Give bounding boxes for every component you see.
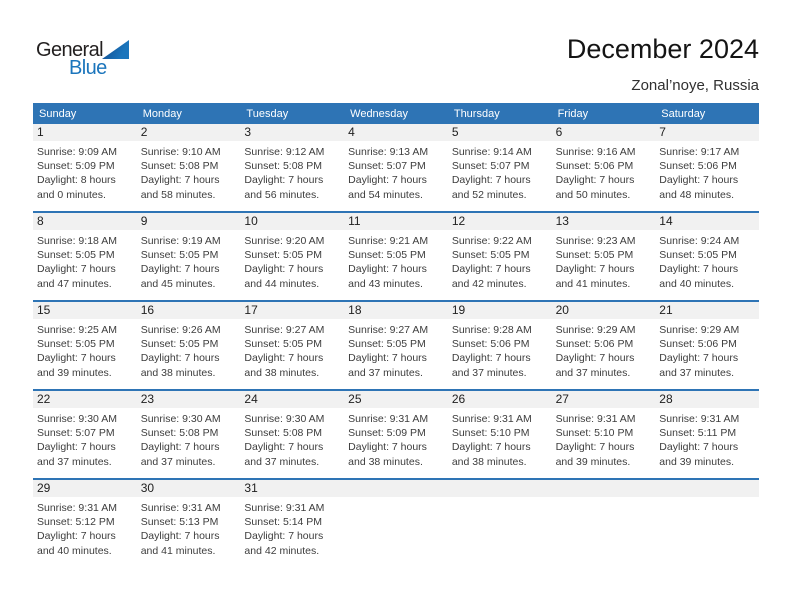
calendar-day-cell <box>344 391 448 478</box>
weekday-header-sunday: Sunday <box>39 107 77 120</box>
day-number <box>344 480 448 497</box>
sunrise-text: Sunrise: 9:13 AM <box>348 146 429 158</box>
daylight-minutes-text: and 42 minutes. <box>451 277 527 290</box>
day-number: 26 <box>448 391 552 408</box>
calendar-day-cell <box>552 213 656 300</box>
weekday-header-thursday: Thursday <box>453 107 500 120</box>
general-blue-logo <box>36 38 136 80</box>
daylight-minutes-text: and 0 minutes. <box>37 188 106 201</box>
day-number: 27 <box>552 391 656 408</box>
sunrise-text: Sunrise: 9:28 AM <box>451 324 532 336</box>
daylight-hours-text: Daylight: 8 hours <box>37 174 116 187</box>
sunset-text: Sunset: 5:05 PM <box>451 249 530 262</box>
sunrise-text: Sunrise: 9:24 AM <box>659 235 740 247</box>
day-number: 18 <box>344 302 448 319</box>
sunrise-text: Sunrise: 9:31 AM <box>244 502 325 514</box>
daylight-hours-text: Daylight: 7 hours <box>451 352 531 365</box>
sunrise-text: Sunrise: 9:12 AM <box>244 146 325 158</box>
sunset-text: Sunset: 5:08 PM <box>140 160 219 173</box>
sunrise-text: Sunrise: 9:14 AM <box>451 146 532 158</box>
day-number <box>552 480 656 497</box>
sunrise-text: Sunrise: 9:27 AM <box>348 324 429 336</box>
sunset-text: Sunset: 5:05 PM <box>348 249 426 262</box>
daylight-minutes-text: and 56 minutes. <box>244 188 320 201</box>
daylight-hours-text: Daylight: 7 hours <box>37 441 116 454</box>
day-number: 6 <box>552 124 656 141</box>
daylight-minutes-text: and 44 minutes. <box>244 277 320 290</box>
calendar-day-cell <box>33 213 137 300</box>
daylight-minutes-text: and 40 minutes. <box>659 277 734 290</box>
sunset-text: Sunset: 5:10 PM <box>451 427 530 440</box>
daylight-hours-text: Daylight: 7 hours <box>348 263 427 276</box>
sunset-text: Sunset: 5:05 PM <box>555 249 634 262</box>
daylight-hours-text: Daylight: 7 hours <box>555 352 635 365</box>
sunset-text: Sunset: 5:08 PM <box>244 160 323 173</box>
sunrise-text: Sunrise: 9:31 AM <box>37 502 117 514</box>
calendar-day-cell <box>655 213 759 300</box>
week-row <box>33 124 759 211</box>
calendar-day-cell <box>240 124 344 211</box>
sunrise-text: Sunrise: 9:29 AM <box>555 324 636 336</box>
daylight-minutes-text: and 38 minutes. <box>244 366 320 379</box>
day-number: 2 <box>137 124 241 141</box>
daylight-hours-text: Daylight: 7 hours <box>140 174 220 187</box>
daylight-minutes-text: and 58 minutes. <box>140 188 216 201</box>
daylight-hours-text: Daylight: 7 hours <box>140 263 220 276</box>
weekday-header-monday: Monday <box>142 107 182 120</box>
sunrise-text: Sunrise: 9:26 AM <box>140 324 221 336</box>
daylight-minutes-text: and 41 minutes. <box>555 277 631 290</box>
weekday-header-row <box>33 103 759 124</box>
day-number: 8 <box>33 213 137 230</box>
daylight-hours-text: Daylight: 7 hours <box>37 530 116 543</box>
day-number: 10 <box>240 213 344 230</box>
sunrise-text: Sunrise: 9:16 AM <box>555 146 636 158</box>
sunrise-text: Sunrise: 9:19 AM <box>140 235 221 247</box>
sunset-text: Sunset: 5:06 PM <box>555 160 634 173</box>
daylight-minutes-text: and 50 minutes. <box>555 188 631 201</box>
daylight-minutes-text: and 45 minutes. <box>140 277 216 290</box>
day-number <box>655 480 759 497</box>
calendar-day-cell <box>448 124 552 211</box>
day-number: 23 <box>137 391 241 408</box>
sunset-text: Sunset: 5:14 PM <box>244 516 323 529</box>
calendar-day-cell <box>344 213 448 300</box>
calendar-day-cell <box>33 124 137 211</box>
daylight-minutes-text: and 39 minutes. <box>555 455 631 468</box>
day-number: 19 <box>448 302 552 319</box>
sunset-text: Sunset: 5:07 PM <box>348 160 426 173</box>
sunrise-text: Sunrise: 9:23 AM <box>555 235 636 247</box>
sunrise-text: Sunrise: 9:10 AM <box>140 146 221 158</box>
calendar-day-cell <box>344 124 448 211</box>
sunrise-text: Sunrise: 9:21 AM <box>348 235 429 247</box>
calendar-day-cell <box>137 213 241 300</box>
daylight-hours-text: Daylight: 7 hours <box>659 263 739 276</box>
daylight-hours-text: Daylight: 7 hours <box>37 263 116 276</box>
sunrise-text: Sunrise: 9:22 AM <box>451 235 532 247</box>
calendar-empty-cell <box>655 480 759 567</box>
daylight-minutes-text: and 37 minutes. <box>244 455 320 468</box>
daylight-minutes-text: and 42 minutes. <box>244 544 320 557</box>
calendar-day-cell <box>552 391 656 478</box>
logo-text-blue: Blue <box>69 57 107 79</box>
sunset-text: Sunset: 5:06 PM <box>659 160 737 173</box>
calendar-day-cell <box>344 302 448 389</box>
daylight-minutes-text: and 37 minutes. <box>140 455 216 468</box>
day-number: 15 <box>33 302 137 319</box>
daylight-minutes-text: and 54 minutes. <box>348 188 423 201</box>
weekday-header-friday: Friday <box>557 107 589 120</box>
sunset-text: Sunset: 5:06 PM <box>555 338 634 351</box>
daylight-minutes-text: and 37 minutes. <box>348 366 423 379</box>
weekday-header-tuesday: Tuesday <box>246 107 289 120</box>
sunset-text: Sunset: 5:08 PM <box>244 427 323 440</box>
calendar-empty-cell <box>552 480 656 567</box>
sunrise-text: Sunrise: 9:31 AM <box>348 413 429 425</box>
daylight-hours-text: Daylight: 7 hours <box>659 174 739 187</box>
sunrise-text: Sunrise: 9:27 AM <box>244 324 325 336</box>
sunrise-text: Sunrise: 9:18 AM <box>37 235 117 247</box>
day-number: 9 <box>137 213 241 230</box>
daylight-minutes-text: and 52 minutes. <box>451 188 527 201</box>
calendar-day-cell <box>240 213 344 300</box>
sunset-text: Sunset: 5:12 PM <box>37 516 115 529</box>
daylight-minutes-text: and 41 minutes. <box>140 544 216 557</box>
daylight-hours-text: Daylight: 7 hours <box>348 441 427 454</box>
daylight-hours-text: Daylight: 7 hours <box>555 263 635 276</box>
daylight-hours-text: Daylight: 7 hours <box>140 530 220 543</box>
week-row <box>33 300 759 389</box>
daylight-minutes-text: and 43 minutes. <box>348 277 423 290</box>
day-number: 31 <box>240 480 344 497</box>
day-number: 21 <box>655 302 759 319</box>
calendar-day-cell <box>655 124 759 211</box>
sunrise-text: Sunrise: 9:31 AM <box>451 413 532 425</box>
calendar-day-cell <box>137 124 241 211</box>
daylight-minutes-text: and 39 minutes. <box>659 455 734 468</box>
daylight-hours-text: Daylight: 7 hours <box>555 441 635 454</box>
calendar-day-cell <box>448 302 552 389</box>
calendar-table <box>33 103 759 567</box>
calendar-day-cell <box>552 302 656 389</box>
week-row <box>33 211 759 300</box>
daylight-minutes-text: and 39 minutes. <box>37 366 112 379</box>
sunrise-text: Sunrise: 9:30 AM <box>37 413 117 425</box>
sunset-text: Sunset: 5:08 PM <box>140 427 219 440</box>
sunset-text: Sunset: 5:06 PM <box>451 338 530 351</box>
calendar-day-cell <box>448 213 552 300</box>
day-number: 25 <box>344 391 448 408</box>
calendar-day-cell <box>240 302 344 389</box>
day-number: 7 <box>655 124 759 141</box>
daylight-hours-text: Daylight: 7 hours <box>37 352 116 365</box>
day-number: 24 <box>240 391 344 408</box>
day-number <box>448 480 552 497</box>
daylight-hours-text: Daylight: 7 hours <box>659 352 739 365</box>
sunset-text: Sunset: 5:05 PM <box>140 249 219 262</box>
calendar-day-cell <box>240 391 344 478</box>
daylight-hours-text: Daylight: 7 hours <box>244 530 324 543</box>
sunrise-text: Sunrise: 9:25 AM <box>37 324 117 336</box>
logo-text-general: General <box>36 39 103 61</box>
day-number: 30 <box>137 480 241 497</box>
day-number: 22 <box>33 391 137 408</box>
weekday-header-saturday: Saturday <box>661 107 706 120</box>
day-number: 4 <box>344 124 448 141</box>
daylight-minutes-text: and 47 minutes. <box>37 277 112 290</box>
day-number: 13 <box>552 213 656 230</box>
calendar-day-cell <box>33 391 137 478</box>
sunset-text: Sunset: 5:13 PM <box>140 516 219 529</box>
day-number: 12 <box>448 213 552 230</box>
sunset-text: Sunset: 5:05 PM <box>140 338 219 351</box>
location-subtitle: Zonal’noye, Russia <box>631 77 759 94</box>
daylight-minutes-text: and 37 minutes. <box>659 366 734 379</box>
sunrise-text: Sunrise: 9:29 AM <box>659 324 740 336</box>
sunrise-text: Sunrise: 9:31 AM <box>659 413 740 425</box>
daylight-hours-text: Daylight: 7 hours <box>244 352 324 365</box>
day-number: 16 <box>137 302 241 319</box>
daylight-minutes-text: and 37 minutes. <box>451 366 527 379</box>
day-number: 29 <box>33 480 137 497</box>
calendar-day-cell <box>448 391 552 478</box>
daylight-hours-text: Daylight: 7 hours <box>348 352 427 365</box>
sunset-text: Sunset: 5:09 PM <box>348 427 426 440</box>
sunrise-text: Sunrise: 9:30 AM <box>244 413 325 425</box>
sunrise-text: Sunrise: 9:20 AM <box>244 235 325 247</box>
calendar-day-cell <box>240 480 344 567</box>
calendar-day-cell <box>137 391 241 478</box>
calendar-day-cell <box>137 302 241 389</box>
calendar-weeks <box>33 124 759 567</box>
daylight-hours-text: Daylight: 7 hours <box>451 263 531 276</box>
sunset-text: Sunset: 5:06 PM <box>659 338 737 351</box>
calendar-empty-cell <box>448 480 552 567</box>
daylight-hours-text: Daylight: 7 hours <box>555 174 635 187</box>
day-number: 17 <box>240 302 344 319</box>
daylight-minutes-text: and 37 minutes. <box>37 455 112 468</box>
day-number: 28 <box>655 391 759 408</box>
daylight-minutes-text: and 40 minutes. <box>37 544 112 557</box>
sunrise-text: Sunrise: 9:30 AM <box>140 413 221 425</box>
daylight-minutes-text: and 38 minutes. <box>140 366 216 379</box>
sunset-text: Sunset: 5:05 PM <box>37 338 115 351</box>
sunset-text: Sunset: 5:05 PM <box>244 249 323 262</box>
sunrise-text: Sunrise: 9:09 AM <box>37 146 117 158</box>
daylight-hours-text: Daylight: 7 hours <box>451 174 531 187</box>
daylight-hours-text: Daylight: 7 hours <box>244 263 324 276</box>
sunset-text: Sunset: 5:05 PM <box>348 338 426 351</box>
calendar-day-cell <box>655 302 759 389</box>
sunrise-text: Sunrise: 9:31 AM <box>140 502 221 514</box>
day-number: 1 <box>33 124 137 141</box>
sunrise-text: Sunrise: 9:31 AM <box>555 413 636 425</box>
daylight-hours-text: Daylight: 7 hours <box>451 441 531 454</box>
day-number: 14 <box>655 213 759 230</box>
sunset-text: Sunset: 5:10 PM <box>555 427 634 440</box>
daylight-minutes-text: and 48 minutes. <box>659 188 734 201</box>
calendar-day-cell <box>655 391 759 478</box>
week-row <box>33 478 759 567</box>
weekday-header-wednesday: Wednesday <box>350 107 409 120</box>
daylight-hours-text: Daylight: 7 hours <box>140 352 220 365</box>
calendar-day-cell <box>33 302 137 389</box>
day-number: 5 <box>448 124 552 141</box>
sunset-text: Sunset: 5:05 PM <box>244 338 323 351</box>
sunset-text: Sunset: 5:07 PM <box>37 427 115 440</box>
daylight-hours-text: Daylight: 7 hours <box>348 174 427 187</box>
sunset-text: Sunset: 5:05 PM <box>37 249 115 262</box>
sunset-text: Sunset: 5:11 PM <box>659 427 737 440</box>
calendar-day-cell <box>552 124 656 211</box>
daylight-hours-text: Daylight: 7 hours <box>659 441 739 454</box>
sunrise-text: Sunrise: 9:17 AM <box>659 146 740 158</box>
day-number: 3 <box>240 124 344 141</box>
day-number: 11 <box>344 213 448 230</box>
daylight-minutes-text: and 37 minutes. <box>555 366 631 379</box>
daylight-hours-text: Daylight: 7 hours <box>140 441 220 454</box>
daylight-minutes-text: and 38 minutes. <box>451 455 527 468</box>
calendar-empty-cell <box>344 480 448 567</box>
sunset-text: Sunset: 5:05 PM <box>659 249 737 262</box>
daylight-hours-text: Daylight: 7 hours <box>244 174 324 187</box>
page-title: December 2024 <box>566 34 759 64</box>
sunset-text: Sunset: 5:07 PM <box>451 160 530 173</box>
daylight-hours-text: Daylight: 7 hours <box>244 441 324 454</box>
calendar-day-cell <box>137 480 241 567</box>
day-number: 20 <box>552 302 656 319</box>
week-row <box>33 389 759 478</box>
daylight-minutes-text: and 38 minutes. <box>348 455 423 468</box>
sunset-text: Sunset: 5:09 PM <box>37 160 115 173</box>
calendar-day-cell <box>33 480 137 567</box>
